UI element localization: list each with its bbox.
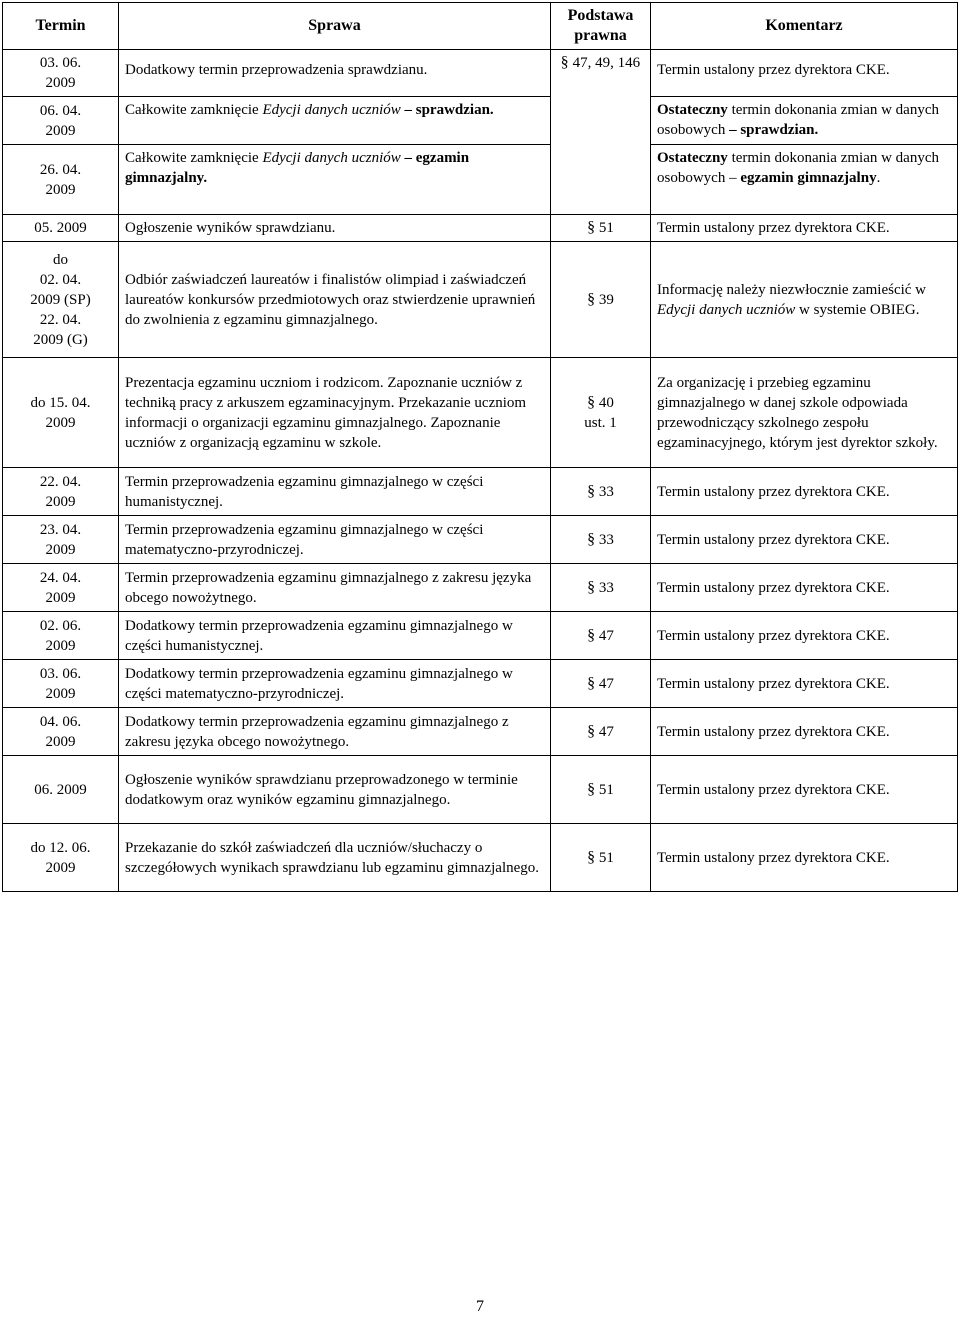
section-symbol: § (587, 219, 596, 236)
comment-cell: Termin ustalony przez dyrektora CKE. (651, 824, 958, 892)
table-row (3, 708, 958, 756)
date-line: 02. 06. (39, 617, 82, 634)
table-row (3, 612, 958, 660)
comment-text-italic: Edycji danych uczniów (657, 301, 796, 318)
comment-text-bold: Ostateczny (657, 102, 728, 118)
date-line: 2009 (G) (33, 331, 88, 348)
date-cell (3, 564, 119, 612)
date-line: 2009 (45, 685, 76, 702)
date-line: 2009 (SP) (30, 291, 91, 308)
date-cell (3, 50, 119, 97)
section-symbol: § (587, 578, 596, 596)
date-cell (3, 215, 119, 242)
date-line: 2009 (45, 637, 76, 654)
date-line: 22. 04. (39, 473, 82, 490)
schedule-table (2, 2, 958, 892)
case-text-bold: – egzamin gimnazjalny. (125, 150, 470, 186)
section-symbol: § (587, 393, 596, 411)
date-line: 2009 (45, 75, 76, 91)
comment-text-bold: Ostateczny (657, 150, 728, 166)
case-cell: Dodatkowy termin przeprowadzenia egzaminu gimnazjalnego w części matematyczno-przyrodniczej. (119, 660, 551, 708)
date-cell (3, 708, 119, 756)
case-cell: Termin przeprowadzenia egzaminu gimnazjalnego w części humanistycznej. (119, 468, 551, 516)
date-line: 2009 (45, 493, 76, 510)
section-symbol: § (587, 722, 596, 740)
date-line: 2009 (45, 414, 76, 431)
date-line: 02. 04. (39, 271, 82, 288)
header-basis (551, 3, 651, 50)
basis-cell (551, 756, 651, 824)
section-symbol: § (587, 674, 596, 692)
comment-cell: Termin ustalony przez dyrektora CKE. (651, 756, 958, 824)
date-line: 2009 (45, 181, 76, 198)
date-line: 2009 (45, 859, 76, 876)
table-row (3, 516, 958, 564)
table-row (3, 358, 958, 468)
comment-text-bold: egzamin gimnazjalny (740, 170, 877, 186)
comment-text: termin dokonania zmian w danych osobowych – (657, 150, 939, 186)
section-symbol: § (587, 848, 596, 866)
basis-cell (551, 242, 651, 358)
date-cell (3, 242, 119, 358)
date-line: 05. 2009 (34, 220, 87, 236)
basis-value: 33 (598, 483, 614, 500)
header-comment: Komentarz (651, 3, 958, 50)
comment-cell: Termin ustalony przez dyrektora CKE. (651, 468, 958, 516)
date-cell (3, 516, 119, 564)
date-line: 23. 04. (39, 521, 82, 538)
basis-value: 51 (598, 781, 614, 798)
table-row (3, 824, 958, 892)
header-case: Sprawa (119, 3, 551, 50)
date-line: 03. 06. (39, 665, 82, 682)
basis-cell (551, 564, 651, 612)
table-row (3, 564, 958, 612)
date-cell (3, 824, 119, 892)
table-row (3, 145, 958, 215)
case-cell (119, 145, 551, 215)
comment-cell: Za organizację i przebieg egzaminu gimnazjalnego w danej szkole odpowiada przewodniczący szkolnego zespołu egzaminacyjnego, którym jest dyrektor szkoły. (651, 358, 958, 468)
case-cell: Ogłoszenie wyników sprawdzianu. (119, 215, 551, 242)
comment-cell: Termin ustalony przez dyrektora CKE. (651, 564, 958, 612)
basis-cell (551, 660, 651, 708)
date-line: 04. 06. (39, 713, 82, 730)
section-symbol: § (587, 290, 596, 308)
case-cell: Dodatkowy termin przeprowadzenia egzaminu gimnazjalnego w części humanistycznej. (119, 612, 551, 660)
date-line: 26. 04. (39, 161, 82, 178)
basis-cell (551, 215, 651, 242)
page-number: 7 (476, 1298, 484, 1315)
section-symbol: § (560, 54, 569, 71)
date-line: 22. 04. (39, 311, 82, 328)
basis-value: 33 (598, 579, 614, 596)
comment-cell: Termin ustalony przez dyrektora CKE. (651, 50, 958, 97)
basis-cell (551, 824, 651, 892)
case-text-italic: Edycji danych uczniów (262, 150, 401, 166)
date-line: 06. 2009 (34, 781, 87, 798)
date-cell (3, 468, 119, 516)
date-cell (3, 756, 119, 824)
comment-text: termin dokonania zmian w danych osobowych (657, 102, 939, 138)
comment-cell: Termin ustalony przez dyrektora CKE. (651, 708, 958, 756)
case-text: Całkowite zamknięcie (125, 102, 263, 118)
date-line: 2009 (45, 589, 76, 606)
basis-cell (551, 516, 651, 564)
case-text-bold: – sprawdzian. (400, 102, 494, 118)
date-line: do (53, 251, 68, 268)
case-cell: Dodatkowy termin przeprowadzenia egzaminu gimnazjalnego z zakresu języka obcego nowożytnego. (119, 708, 551, 756)
basis-cell (551, 708, 651, 756)
basis-value: 40 (598, 394, 614, 411)
basis-value: 51 (598, 220, 614, 236)
basis-value: 47 (598, 675, 614, 692)
comment-cell (651, 145, 958, 215)
comment-cell: Termin ustalony przez dyrektora CKE. (651, 612, 958, 660)
case-cell: Przekazanie do szkół zaświadczeń dla uczniów/słuchaczy o szczegółowych wynikach sprawdzianu lub egzaminu gimnazjalnego. (119, 824, 551, 892)
table-row (3, 660, 958, 708)
date-line: 06. 04. (39, 102, 82, 119)
comment-text: Informację należy niezwłocznie zamieścić w (657, 281, 927, 298)
basis-sub: ust. 1 (584, 414, 617, 431)
date-cell (3, 660, 119, 708)
comment-cell (651, 97, 958, 145)
section-symbol: § (587, 626, 596, 644)
section-symbol: § (587, 482, 596, 500)
table-row (3, 215, 958, 242)
date-line: 2009 (45, 733, 76, 750)
basis-value: 39 (598, 291, 614, 308)
comment-cell: Termin ustalony przez dyrektora CKE. (651, 215, 958, 242)
case-cell: Termin przeprowadzenia egzaminu gimnazjalnego z zakresu języka obcego nowożytnego. (119, 564, 551, 612)
case-cell: Odbiór zaświadczeń laureatów i finalistów olimpiad i zaświadczeń laureatów konkursów przedmiotowych oraz stwierdzenie uprawnień do zwolnienia z egzaminu gimnazjalnego. (119, 242, 551, 358)
date-line: 24. 04. (39, 569, 82, 586)
table-row (3, 242, 958, 358)
basis-value: 47, 49, 146 (572, 55, 641, 71)
table-header-row (3, 3, 958, 50)
comment-cell: Termin ustalony przez dyrektora CKE. (651, 516, 958, 564)
case-cell: Termin przeprowadzenia egzaminu gimnazjalnego w części matematyczno-przyrodniczej. (119, 516, 551, 564)
case-cell: Ogłoszenie wyników sprawdzianu przeprowadzonego w terminie dodatkowym oraz wyników egzaminu gimnazjalnego. (119, 756, 551, 824)
date-line: 03. 06. (39, 55, 82, 71)
case-text: Całkowite zamknięcie (125, 150, 263, 166)
date-cell (3, 612, 119, 660)
basis-cell (551, 358, 651, 468)
basis-cell (551, 50, 651, 215)
header-date: Termin (3, 3, 119, 50)
basis-value: 47 (598, 723, 614, 740)
date-line: 2009 (45, 122, 76, 139)
section-symbol: § (587, 530, 596, 548)
comment-text-bold: – sprawdzian. (729, 122, 819, 138)
comment-text: . (876, 170, 881, 186)
basis-cell (551, 468, 651, 516)
basis-value: 47 (598, 627, 614, 644)
section-symbol: § (587, 780, 596, 798)
table-row (3, 468, 958, 516)
comment-text: w systemie OBIEG. (795, 301, 920, 318)
table-row (3, 756, 958, 824)
date-cell (3, 358, 119, 468)
basis-value: 51 (598, 849, 614, 866)
basis-cell (551, 612, 651, 660)
case-cell (119, 97, 551, 145)
basis-value: 33 (598, 531, 614, 548)
case-cell: Prezentacja egzaminu uczniom i rodzicom. Zapoznanie uczniów z techniką pracy z arkuszem egzaminacyjnym. Przekazanie uczniom informacji o organizacji egzaminu gimnazjalnego. Zapoznanie uczniów z organizacją egzaminu w szkole. (119, 358, 551, 468)
case-cell: Dodatkowy termin przeprowadzenia sprawdzianu. (119, 50, 551, 97)
comment-cell: Termin ustalony przez dyrektora CKE. (651, 660, 958, 708)
comment-cell (651, 242, 958, 358)
case-text-italic: Edycji danych uczniów (262, 102, 401, 118)
date-cell (3, 97, 119, 145)
table-row (3, 97, 958, 145)
date-line: 2009 (45, 541, 76, 558)
date-cell (3, 145, 119, 215)
header-basis-line1: Podstawa (567, 7, 634, 24)
date-line: do 12. 06. (30, 839, 91, 856)
date-line: do 15. 04. (30, 394, 91, 411)
header-basis-line2: prawna (574, 27, 627, 44)
table-row (3, 50, 958, 97)
